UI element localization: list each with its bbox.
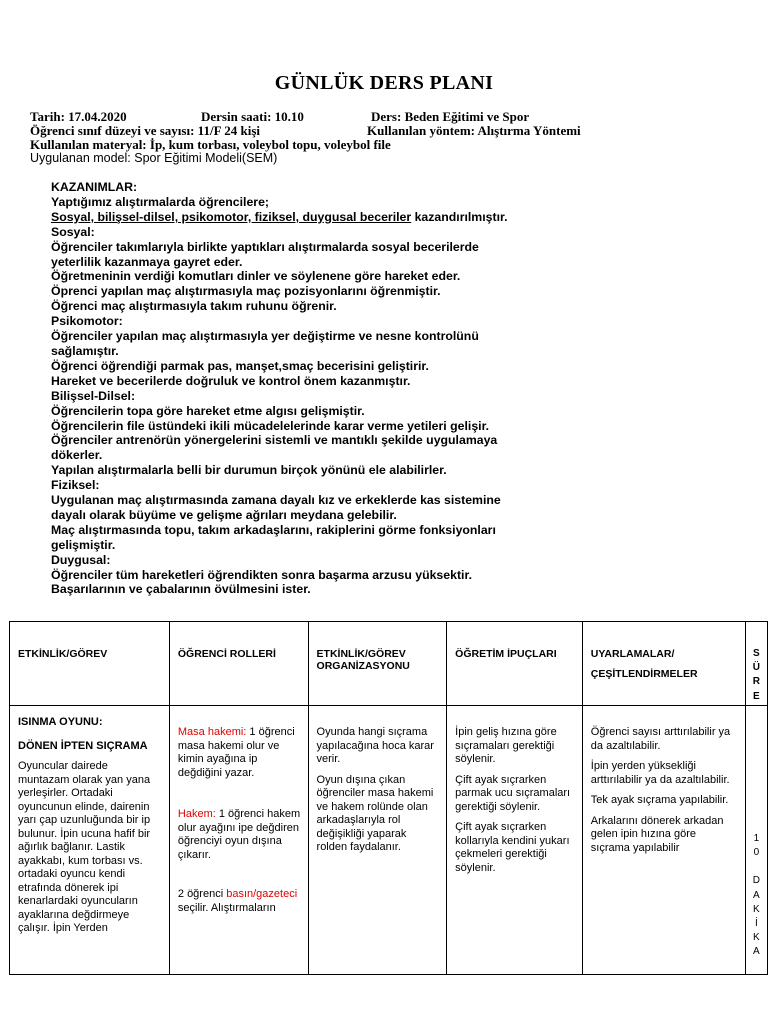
kazanim-line: Yapılan alıştırmalarla belli bir durumun birçok yönünü ele alabilirler.	[51, 463, 447, 478]
kazanim-line: Öğretmeninin verdiği komutları dinler ve söylenene göre hareket eder.	[51, 269, 461, 284]
organization-text: Oyunda hangi sıçrama yapılacağına hoca karar verir.	[316, 726, 434, 765]
kazanimlar-skills-line	[51, 210, 691, 225]
sure-char: K	[753, 903, 760, 915]
sure-char	[746, 860, 767, 874]
cell-sure	[745, 706, 767, 975]
kazanim-line: sağlamıştır.	[51, 343, 119, 358]
header-date: Tarih: 17.04.2020	[30, 109, 127, 124]
role-label: basın/gazeteci	[226, 888, 298, 900]
kazanim-line: Uygulanan maç alıştırmasında zamana dayalı kız ve erkeklerde kas sistemine	[51, 493, 501, 508]
sure-char: A	[753, 889, 760, 901]
teaching-tip: İpin geliş hızına göre sıçramaları gerektiği söylenir.	[455, 726, 557, 765]
role-label: Masa hakemi:	[177, 726, 247, 738]
kazanim-line: gelişmiştir.	[51, 537, 116, 552]
sure-letter: S	[753, 648, 760, 659]
role-text: seçilir. Alıştırmaların	[177, 901, 276, 914]
cell-ipuclari	[447, 706, 583, 975]
header-materials: Kullanılan materyal: İp, kum torbası, voleybol topu, voleybol file	[30, 137, 391, 152]
cell-organizasyon	[308, 706, 447, 975]
kazanim-line: yeterlilik kazanmaya gayret eder.	[51, 254, 243, 269]
skills-underlined: Sosyal, bilişsel-dilsel, psikomotor, fiziksel, duygusal beceriler	[51, 209, 412, 224]
table-header-row	[10, 622, 768, 706]
sure-char: İ	[754, 918, 758, 930]
header-uyarlamalar-line2: ÇEŞİTLENDİRMELER	[590, 668, 698, 680]
cell-roller	[169, 706, 308, 975]
kazanim-line: Öprenci yapılan maç alıştırmasıyla maç pozisyonlarını öğrenmiştir.	[51, 284, 441, 299]
activity-name: DÖNEN İPTEN SIÇRAMA	[18, 739, 148, 752]
sure-char: D	[752, 875, 760, 887]
header-model: Uygulanan model: Spor Eğitimi Modeli(SEM)	[30, 151, 278, 165]
kazanim-line: dökerler.	[51, 448, 103, 463]
cell-uyarlamalar	[582, 706, 745, 975]
header-course: Ders: Beden Eğitimi ve Spor	[371, 109, 530, 124]
adaptation-text: Tek ayak sıçrama yapılabilir.	[590, 794, 729, 806]
role-label: Hakem:	[177, 808, 216, 820]
skills-rest: kazandırılmıştır.	[411, 209, 508, 224]
adaptation-text: İpin yerden yüksekliği arttırılabilir ya da azaltılabilir.	[590, 760, 730, 786]
teaching-tip: Çift ayak sıçrarken parmak ucu sıçramaları gerektiği söylenir.	[455, 773, 571, 813]
role-hakem	[178, 808, 301, 862]
sure-letter: Ü	[752, 662, 760, 674]
kazanim-line: Bilişsel-Dilsel:	[51, 388, 136, 403]
kazanimlar-section	[51, 180, 691, 597]
kazanim-line: Sosyal:	[51, 224, 95, 239]
kazanim-line: Öğrenci öğrendiği parmak pas, manşet,smaç becerisini geliştirir.	[51, 358, 429, 373]
header-etkinlik: ETKİNLİK/GÖREV	[10, 622, 170, 706]
kazanimlar-intro: Yaptığımız alıştırmalarda öğrencilere;	[51, 194, 270, 209]
header-sure	[745, 622, 767, 706]
kazanim-line: Öğrenciler yapılan maç alıştırmasıyla yer değiştirme ve nesne kontrolünü	[51, 329, 479, 344]
role-text: 2 öğrenci	[177, 888, 227, 900]
kazanim-line: Duygusal:	[51, 552, 111, 567]
cell-etkinlik	[10, 706, 170, 975]
header-method: Kullanılan yöntem: Alıştırma Yöntemi	[367, 123, 581, 138]
kazanim-line: Öğrenciler tüm hareketleri öğrendikten sonra başarma arzusu yüksektir.	[51, 567, 472, 582]
kazanim-line: Hareket ve becerilerde doğruluk ve kontrol önem kazanmıştır.	[51, 373, 411, 388]
kazanim-line: Başarılarının ve çabalarının övülmesini ister.	[51, 582, 311, 597]
sure-char: 1	[753, 833, 760, 844]
adaptation-text: Öğrenci sayısı arttırılabilir ya da azaltılabilir.	[590, 726, 731, 752]
role-text: 1 öğrenci masa hakemi olur ve kimin ayağına ip değdiğini yazar.	[177, 726, 295, 779]
role-basin	[178, 888, 301, 915]
header-ipuclari: ÖĞRETİM İPUÇLARI	[447, 622, 583, 706]
activity-title: ISINMA OYUNU:	[18, 716, 103, 728]
kazanim-line: Psikomotor:	[51, 314, 123, 329]
kazanim-line: Maç alıştırmasında topu, takım arkadaşlarını, rakiplerini görme fonksiyonları	[51, 522, 496, 537]
kazanim-line: Fiziksel:	[51, 478, 100, 493]
sure-char: 0	[753, 847, 760, 859]
kazanim-line: dayalı olarak büyüme ve gelişme ağrıları meydana gelebilir.	[51, 507, 397, 522]
header-lesson-time: Dersin saati: 10.10	[201, 109, 304, 124]
adaptation-text: Arkalarını dönerek arkadan gelen ipin hızına göre sıçrama yapılabilir	[590, 814, 724, 854]
header-organizasyon: ETKİNLİK/GÖREV ORGANİZASYONU	[308, 622, 447, 706]
kazanim-line: Öğrenciler takımlarıyla birlikte yaptıkları alıştırmalarda sosyal becerilerde	[51, 239, 479, 254]
kazanim-line: Öğrenciler antrenörün yönergelerini sistemli ve mantıklı şekilde uygulamaya	[51, 433, 498, 448]
kazanim-line: Öğrenci maç alıştırmasıyla takım ruhunu öğrenir.	[51, 299, 337, 314]
page-title: GÜNLÜK DERS PLANI	[274, 72, 494, 94]
kazanim-line: Öğrencilerin topa göre hareket etme algısı gelişmiştir.	[51, 403, 365, 418]
kazanim-line: Öğrencilerin file üstündeki ikili mücadelelerinde karar verme yetileri gelişir.	[51, 418, 490, 433]
teaching-tip: Çift ayak sıçrarken kollarıyla kendini yukarı çekmeleri gerektiği söylenir.	[455, 821, 570, 874]
role-masa-hakemi	[178, 726, 301, 780]
sure-letter: R	[752, 676, 760, 688]
activity-description: Oyuncular dairede muntazam olarak yan yana yerleşirler. Ortadaki oyuncunun elinde, dairenin yarı çap uzunluğunda bir ip bulunur. İpin ucuna hafif bir ağırlık bağlanır. Lastik ayakkabı, kum torbası vs. ortadaki oyuncu kendi etrafında dönerek ipi kenarlardaki oyuncuların ayaklarına değdirmeye çalışır. İpin Yerden	[18, 760, 151, 934]
activity-table	[9, 621, 768, 975]
sure-char: K	[753, 932, 760, 944]
header-class-info: Öğrenci sınıf düzeyi ve sayısı: 11/F 24 kişi	[30, 123, 261, 138]
kazanimlar-heading: KAZANIMLAR:	[51, 180, 138, 194]
header-roller: ÖĞRENCİ ROLLERİ	[169, 622, 308, 706]
role-text: 1 öğrenci hakem olur ayağını ipe değdiren öğrenciyi oyun dışına çıkarır.	[177, 808, 301, 861]
header-uyarlamalar-line1: UYARLAMALAR/	[590, 648, 675, 660]
sure-char: A	[753, 946, 760, 958]
sure-letter: E	[753, 690, 760, 702]
header-uyarlamalar	[582, 622, 745, 706]
table-row	[10, 706, 768, 975]
organization-text: Oyun dışına çıkan öğrenciler masa hakemi ve hakem rolünde olan arkadaşlarıyla rol değişikliği yaparak rolden faydalanır.	[316, 773, 434, 853]
